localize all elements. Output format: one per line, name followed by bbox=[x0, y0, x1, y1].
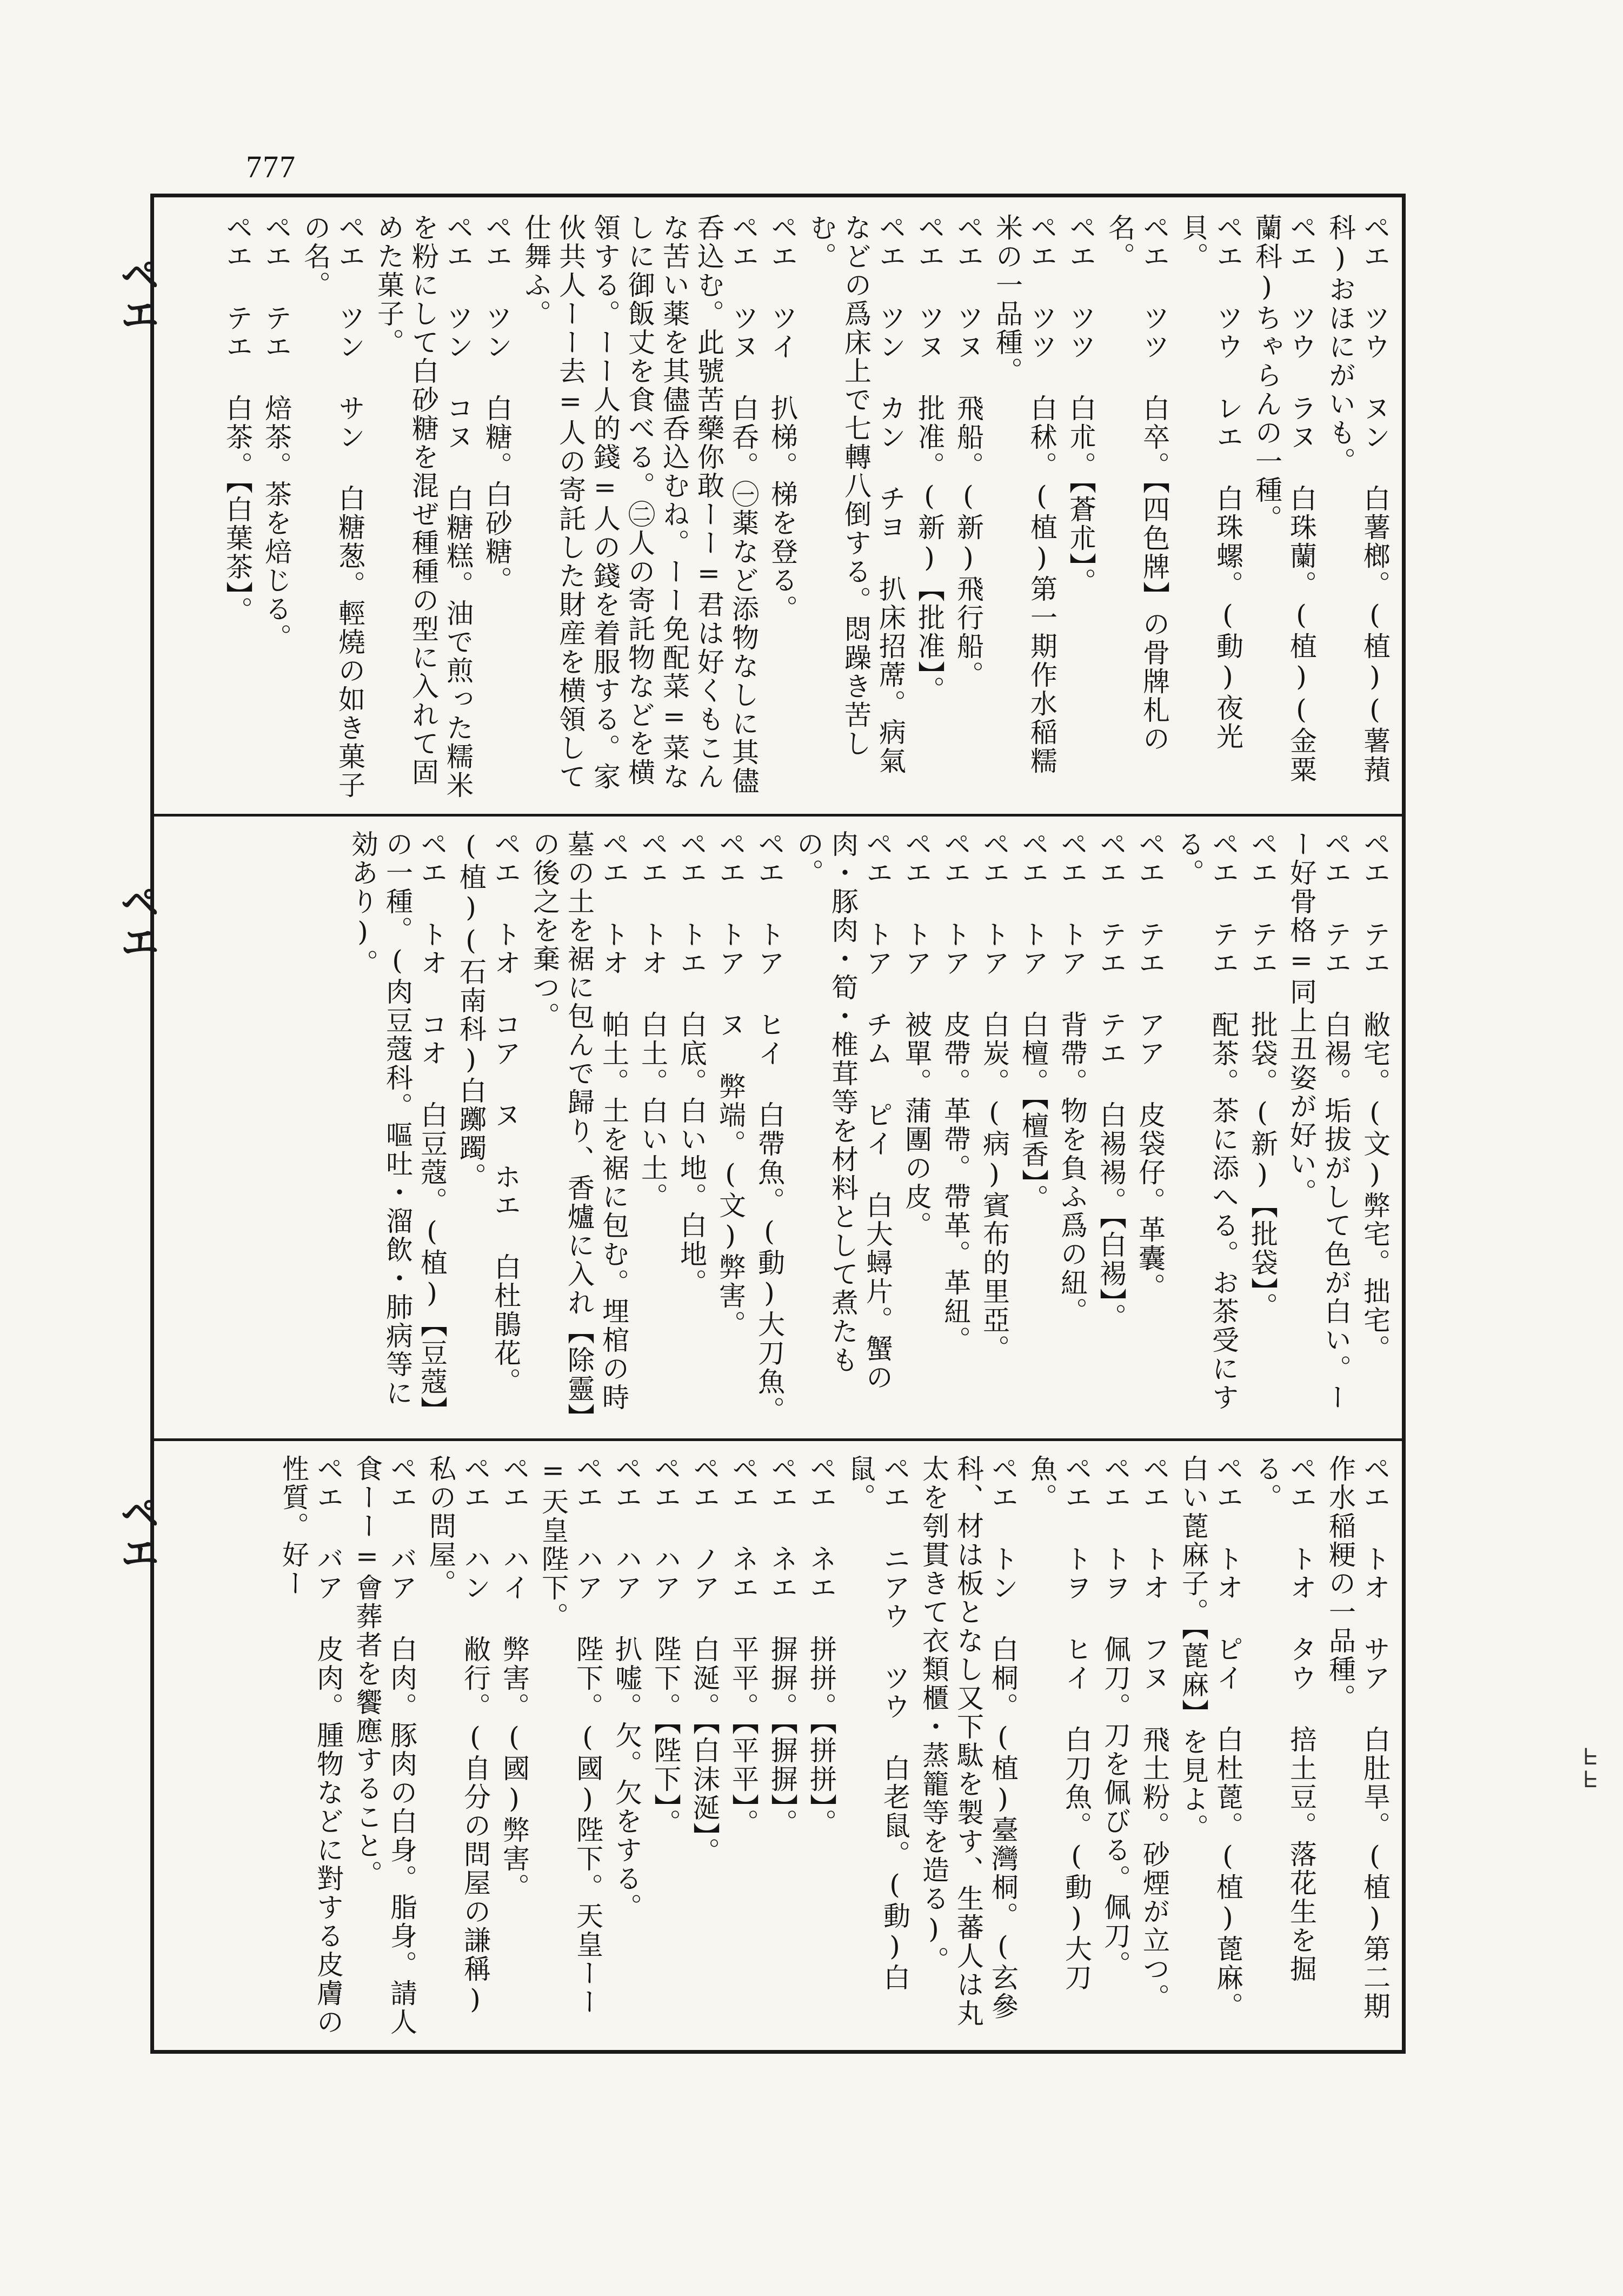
dictionary-entry: ペエ トオ コア ヌ ホエ 白杜鵑花。(植)(石南科)白躑躅。 bbox=[455, 830, 521, 1396]
dictionary-entry: ペエ ニアウ ツウ 白老鼠。(動)白鼠。 bbox=[844, 1455, 910, 1992]
running-head: ペエ bbox=[114, 1492, 160, 1572]
dictionary-entry: ペエ ツツ 白卒。【四色牌】の骨牌札の名。 bbox=[1104, 214, 1170, 753]
dictionary-entry: ペエ トヲ 佩刀。刀を佩びる。佩刀。 bbox=[1100, 1455, 1131, 1979]
dictionary-entry: ペエ トア 皮帶。革帶。帶革。革紐。 bbox=[940, 830, 971, 1355]
dictionary-entry: ペエ ツウ ラヌ 白珠蘭。(植)(金粟蘭科)ちゃらんの一種。 bbox=[1251, 214, 1317, 784]
dictionary-entry: ペエ トエ 白底。白い地。白地。 bbox=[676, 830, 707, 1297]
dictionary-entry: ペエ トオ フヌ 飛土粉。砂煙が立つ。 bbox=[1139, 1455, 1170, 2012]
dictionary-entry: ペエ ツヌ 批准。(新)【批准】。 bbox=[914, 214, 945, 705]
running-head: ペエ bbox=[114, 254, 160, 334]
dictionary-entry: ペエ テエ テエ 白裼裼。【白裼】。 bbox=[1095, 830, 1127, 1332]
dictionary-entry: ペエ ツツ 白秫。(植)第一期作水稲糯米の一品種。 bbox=[992, 214, 1057, 775]
dictionary-entry: ペエ トヲ ヒイ 白刀魚。(動)大刀魚。 bbox=[1026, 1455, 1092, 1992]
dictionary-entry: ペエ ネエ 拼拼。【拼拼】。 bbox=[806, 1455, 837, 1837]
dictionary-entry: ペエ トア チム ピイ 白大蟳片。蟹の肉・豚肉・筍・椎茸等を材料として煮たもの。 bbox=[793, 830, 893, 1392]
dictionary-entry: ペエ ツイ 扒梯。梯を登る。 bbox=[767, 214, 798, 623]
dictionary-entry: ペエ ツヌ 白呑。㊀薬など添物なしに其儘呑込む。此號苦藥你敢ーー=君は好くもこんな苦い薬を其儘呑込むね。ーー免配菜=菜なしに御飯丈を食べる。㊁人の寄託物などを横領する。ーー人的錢=人の錢を着服する。家伙共人ーー去=人の寄託した財産を横領して仕舞ふ。 bbox=[520, 214, 759, 795]
dictionary-entry: ペエ テエ 焙茶。茶を焙じる。 bbox=[261, 214, 292, 652]
dictionary-entry: ペエ ハア 陛下。【陛下】。 bbox=[650, 1455, 681, 1837]
dictionary-entry: ペエ テエ 配茶。茶に添へる。お茶受にする。 bbox=[1173, 830, 1239, 1412]
dictionary-entry: ペエ ネエ 摒摒。【摒摒】。 bbox=[767, 1455, 798, 1837]
running-head: ペエ bbox=[114, 881, 160, 961]
dictionary-entry: ペエ トオ タウ 掊土豆。落花生を掘る。 bbox=[1251, 1455, 1317, 1983]
dictionary-entry: ペエ トオ 帕土。土を裾に包む。埋棺の時墓の土を裾に包んで歸り、香爐に入れ【除靈】の後之を棄つ。 bbox=[529, 830, 629, 1418]
dictionary-entry: ペエ トア 被單。蒲團の皮。 bbox=[901, 830, 932, 1240]
dictionary-entry: ペエ ハン 敝行。(自分の問屋の謙稱)私の問屋。 bbox=[425, 1455, 491, 2016]
dictionary-entry: ペエ バア 白肉。豚肉の白身。脂身。請人食ーー=會葬者を饗應すること。 bbox=[351, 1455, 417, 2036]
dictionary-entry: ペエ トア 背帶。物を負ふ爲の紐。 bbox=[1056, 830, 1088, 1326]
dictionary-entry: ペエ ツウ ヌン 白薯榔。(植)(薯蕷科)おほにがいも。 bbox=[1325, 214, 1391, 784]
dictionary-entry: ペエ ツン 白糖。白砂糖。 bbox=[481, 214, 513, 595]
dictionary-entry: ペエ ハイ 弊害。(國)弊害。 bbox=[498, 1455, 530, 1902]
dictionary-entry: ペエ トオ サア 白肚旱。(植)第二期作水稲粳の一品種。 bbox=[1325, 1455, 1391, 2021]
page-number: 777 bbox=[246, 149, 296, 184]
section-middle bbox=[162, 830, 1392, 1425]
dictionary-entry: ペエ トア ヒイ 白帶魚。(動)大刀魚。 bbox=[754, 830, 785, 1425]
dictionary-entry: ペエ ツン カン チヨ 扒床招蓆。病氣などの爲床上で七轉八倒する。悶躁き苦しむ。 bbox=[806, 214, 906, 775]
dictionary-entry: ペエ トア ヌ 弊端。(文)弊害。 bbox=[715, 830, 746, 1339]
dictionary-entry: ペエ ツン サン 白糖葱。輕燒の如き菓子の名。 bbox=[300, 214, 365, 800]
dictionary-entry: ペエ ツツ 白朮。【蒼朮】。 bbox=[1065, 214, 1096, 596]
dictionary-entry: ペエ バア 皮肉。腫物などに對する皮膚の性質。好ー bbox=[278, 1455, 344, 2036]
dictionary-entry: ペエ テエ 白裼。垢拔がして色が白い。ーー好骨格=同上丑姿が好い。 bbox=[1286, 830, 1352, 1412]
dictionary-entry: ペエ トア 白炭。(病)賓布的里亞。 bbox=[979, 830, 1010, 1363]
section-top bbox=[162, 214, 1392, 800]
dictionary-entry: ペエ テエ 白茶。【白葉茶】。 bbox=[222, 214, 253, 625]
dictionary-entry: ペエ ツヌ 飛船。(新)飛行船。 bbox=[953, 214, 984, 689]
dictionary-entry: ペエ トア 白檀。【檀香】。 bbox=[1017, 830, 1049, 1213]
dictionary-entry: ペエ トン 白桐。(植)臺灣桐。(玄參科、材は板となし又下駄を製す、生蕃人は丸太を刳貫きて衣類櫃・蒸籠等を造る)。 bbox=[918, 1455, 1019, 2028]
section-divider bbox=[150, 1438, 1406, 1441]
dictionary-entry: ペエ ツン コヌ 白糖糕。油で煎った糯米を粉にして白砂糖を混ぜ種種の型に入れて固めた菓子。 bbox=[373, 214, 474, 800]
section-bottom bbox=[162, 1455, 1392, 2039]
dictionary-entry: ペエ ハア 扒嘘。欠。欠をする。 bbox=[611, 1455, 642, 1922]
dictionary-entry: ペエ トオ 白土。白い土。 bbox=[637, 830, 668, 1211]
dictionary-entry: ペエ テエ 敝宅。(文)弊宅。拙宅。 bbox=[1359, 830, 1391, 1363]
dictionary-entry: ペエ トオ ピイ 白杜蓖。(植)蓖麻。白い蓖麻子。【蓖麻】を見よ。 bbox=[1178, 1455, 1243, 2021]
dictionary-entry: ペエ ハア 陛下。(國)陛下。天皇ーー=天皇陛下。 bbox=[537, 1455, 603, 2016]
section-divider bbox=[150, 814, 1406, 817]
dictionary-entry: ペエ ツウ レエ 白珠螺。(動)夜光貝。 bbox=[1178, 214, 1243, 751]
dictionary-entry: ペエ テエ 批袋。(新)【批袋】。 bbox=[1247, 830, 1278, 1321]
edge-stamp: ᖶᖶ bbox=[1579, 1747, 1605, 1792]
dictionary-entry: ペエ ノア 白涎。【白沫涎】。 bbox=[689, 1455, 720, 1866]
dictionary-entry: ペエ ネエ 平平。【平平】。 bbox=[728, 1455, 759, 1837]
dictionary-entry: ペエ トオ コオ 白豆蔻。(植)【豆蔻】の一種。(肉豆蔻科。嘔吐・溜飲・肺病等に効あり)。 bbox=[347, 830, 448, 1425]
dictionary-entry: ペエ テエ アア 皮袋仔。革囊。 bbox=[1134, 830, 1166, 1302]
